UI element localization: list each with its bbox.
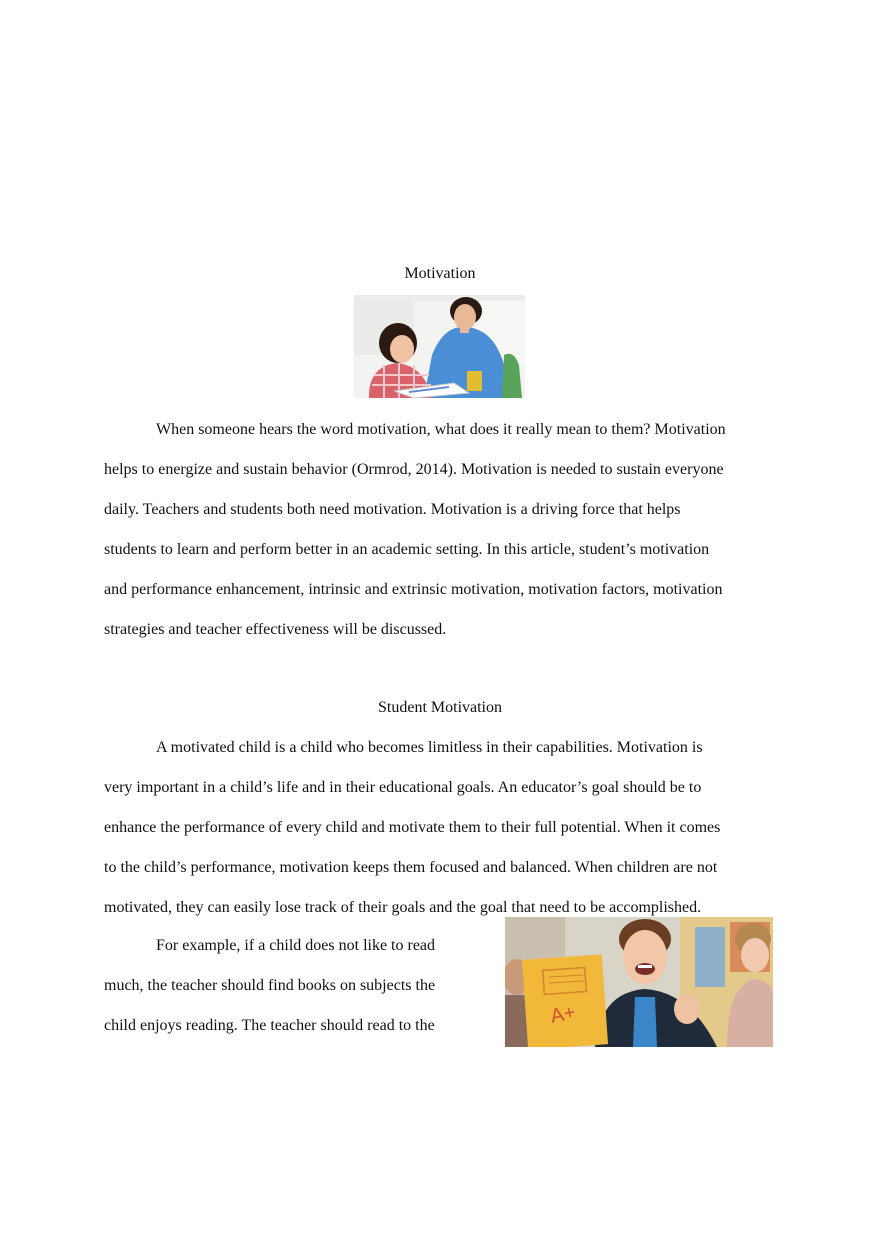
paragraph-line: and performance enhancement, intrinsic and extrinsic motivation, motivation factors, motivation — [104, 581, 723, 598]
teacher-student-photo — [354, 295, 525, 398]
heading-motivation: Motivation — [404, 265, 476, 282]
a-plus-mark: A+ — [548, 1001, 578, 1028]
paragraph-line: When someone hears the word motivation, what does it really mean to them? Motivation — [156, 421, 726, 438]
paragraph-line: daily. Teachers and students both need motivation. Motivation is a driving force that helps — [104, 501, 681, 518]
paragraph-line: much, the teacher should find books on subjects the — [104, 977, 436, 994]
student-a-plus-photo — [505, 917, 773, 1047]
paragraph-line: motivated, they can easily lose track of their goals and the goal that need to be accomplished. — [104, 899, 702, 916]
paragraph-line: strategies and teacher effectiveness will be discussed. — [104, 621, 447, 638]
paragraph-line: enhance the performance of every child and motivate them to their full potential. When it comes — [104, 819, 721, 836]
paragraph-line: helps to energize and sustain behavior (Ormrod, 2014). Motivation is needed to sustain everyone — [104, 461, 724, 478]
paragraph-line: For example, if a child does not like to read — [156, 937, 436, 954]
paragraph-line: very important in a child’s life and in their educational goals. An educator’s goal should be to — [104, 779, 702, 796]
paragraph-line: to the child’s performance, motivation keeps them focused and balanced. When children are not — [104, 859, 718, 876]
paragraph-line: students to learn and perform better in an academic setting. In this article, student’s motivation — [104, 541, 710, 558]
paragraph-line: child enjoys reading. The teacher should read to the — [104, 1017, 435, 1034]
paragraph-line: A motivated child is a child who becomes limitless in their capabilities. Motivation is — [156, 739, 703, 756]
heading-student-motivation: Student Motivation — [378, 699, 502, 716]
